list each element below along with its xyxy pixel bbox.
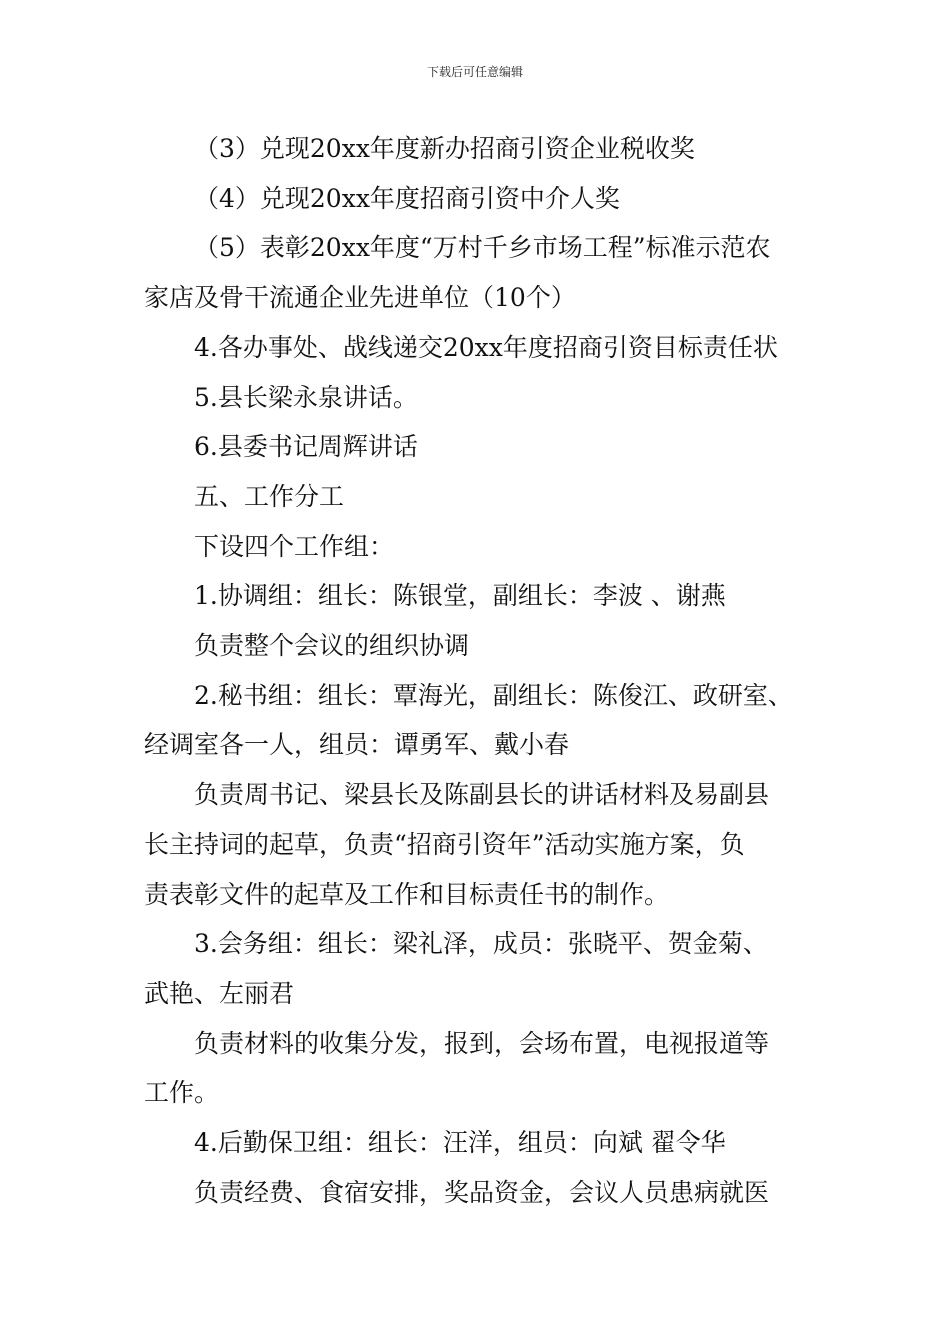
text-line: 长主持词的起草，负责“招商引资年”活动实施方案，负 <box>144 829 745 859</box>
page-header: 下载后可任意编辑 <box>426 65 523 79</box>
text-line: 经调室各一人，组员：谭勇军、戴小春 <box>144 730 570 760</box>
text-line: 负责周书记、梁县长及陈副县长的讲话材料及易副县 <box>194 780 770 810</box>
section-heading: 五、工作分工 <box>194 481 345 511</box>
text-line: 负责材料的收集分发，报到，会场布置，电视报道等 <box>194 1028 770 1058</box>
text-line: 武艳、左丽君 <box>144 978 295 1008</box>
text-line: （5）表彰20xx年度“万村千乡市场工程”标准示范农 <box>194 233 771 263</box>
text-line: （4）兑现20xx年度招商引资中介人奖 <box>194 183 620 213</box>
text-line: 6.县委书记周辉讲话 <box>194 432 418 462</box>
text-line: 5.县长梁永泉讲话。 <box>194 382 418 412</box>
text-line: 家店及骨干流通企业先进单位（10个） <box>144 283 576 313</box>
document-body <box>144 124 812 1217</box>
text-line: 4.各办事处、战线递交20xx年度招商引资目标责任状 <box>194 332 778 362</box>
text-line: 1.协调组：组长：陈银堂，副组长：李波 、谢燕 <box>194 581 726 611</box>
text-line: 工作。 <box>144 1078 220 1108</box>
text-line: 负责经费、食宿安排，奖品资金，会议人员患病就医 <box>194 1177 770 1207</box>
text-line: （3）兑现20xx年度新办招商引资企业税收奖 <box>194 134 695 163</box>
text-line: 下设四个工作组： <box>194 531 395 561</box>
text-line: 责表彰文件的起草及工作和目标责任书的制作。 <box>144 879 670 909</box>
text-line: 负责整个会议的组织协调 <box>194 631 470 661</box>
text-line: 3.会务组：组长：梁礼泽，成员：张晓平、贺金菊、 <box>194 929 768 959</box>
text-line: 2.秘书组：组长：覃海光，副组长：陈俊江、政研室、 <box>194 680 793 710</box>
text-line: 4.后勤保卫组：组长：汪洋，组员：向斌 翟令华 <box>194 1128 726 1158</box>
